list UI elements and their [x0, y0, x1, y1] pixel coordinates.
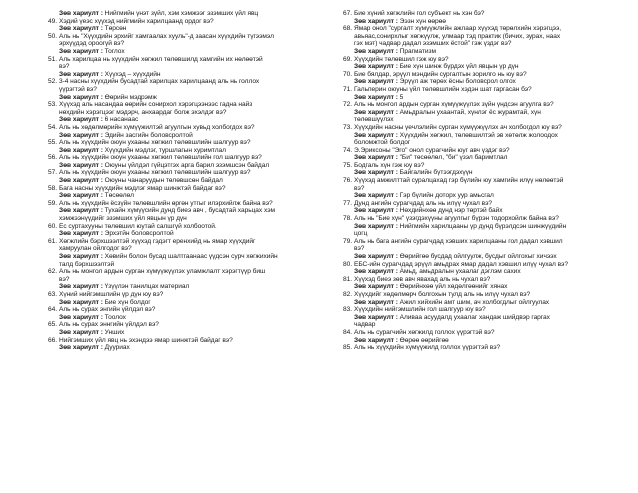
answer-text: Өөрийн мэдрэмж	[104, 93, 157, 101]
answer-label: Зөв хариулт :	[354, 108, 398, 116]
answer-line	[48, 344, 320, 352]
question-line	[48, 154, 320, 162]
question-number: 64.	[48, 306, 58, 314]
answer-text: Эдийн засгийн боловсролтой	[104, 131, 193, 139]
answer-label: Зөв хариулт :	[354, 131, 398, 139]
question-text: Аль нь хүүхдийн оюун ухааны хөгжил төлөвшлийн шалгуур вэ?	[59, 169, 251, 177]
answer-label: Зөв хариулт :	[59, 177, 103, 185]
answer-label: Зөв хариулт :	[354, 298, 398, 306]
question-line	[343, 306, 615, 314]
question-number: 52.	[48, 78, 58, 86]
question-number: 70.	[343, 70, 353, 78]
question-number: 76.	[343, 177, 353, 185]
question-text: Бодгаль хүн гэж юу вэ?	[354, 161, 425, 169]
answer-text: Аливаа асуудалд ухаалаг хандаж шийдвэр гаргах	[399, 313, 550, 321]
question-number: 61.	[48, 237, 58, 245]
question-line	[48, 185, 320, 193]
question-line	[48, 101, 320, 109]
question-line	[48, 18, 320, 26]
question-text: Хүүхэд амжилттай суралцахад гэр бүлийн юу хамгийн илүү нөлөөтэй	[354, 177, 564, 185]
continuation-line: цогц	[354, 230, 368, 238]
question-number: 54.	[48, 123, 58, 131]
question-line	[343, 200, 615, 208]
question-line	[343, 124, 615, 132]
answer-label: Зөв хариулт :	[354, 207, 398, 215]
answer-label: Зөв хариулт :	[59, 10, 103, 17]
answer-label: Зөв хариулт :	[59, 313, 103, 321]
question-number: 65.	[48, 321, 58, 329]
answer-label: Зөв хариулт :	[354, 93, 398, 101]
answer-line	[343, 132, 615, 140]
question-line	[48, 139, 320, 147]
question-text: Хүүхэд аль насандаа өөрийн сонирхол хэрэгцээнээс гадна найз	[59, 101, 253, 109]
answer-text: Унших	[104, 328, 125, 336]
question-line	[343, 162, 615, 170]
answer-line	[343, 299, 615, 307]
continuation-line: вэ?	[59, 275, 70, 283]
question-text: Аль нь хүүхдийн оюун ухааны хөгжил төлөвшлийн гол шалгуур вэ?	[59, 154, 262, 162]
answer-line	[48, 94, 320, 102]
continuation-line: боломжтой болдог	[354, 139, 411, 147]
answer-label: Зөв хариулт :	[59, 146, 103, 154]
answer-label: Зөв хариулт :	[354, 222, 398, 230]
question-text: Аль нь бага ангийн сурагчдад хэвших харилцааны гол дадал хэвшил	[354, 237, 563, 245]
question-text: Аль нь "Бие хүн" үзэгдэхүүны агуулгыг бүрэн тодорхойлж байна вэ?	[354, 215, 559, 223]
answer-text: Өөрийгөө бусдад ойлгуулж, бусдыг ойлгохыг хичээх	[399, 253, 557, 260]
answer-text: Үзүүлэн танилцах материал	[104, 283, 190, 291]
answer-text: Эрүүл аж төрөх ёсны боловсрол олгох	[399, 78, 516, 86]
question-text: Бие бялдар, эрүүл мэндийн сургалтын зорилго нь юу вэ?	[354, 70, 527, 78]
question-text: Бага насны хүүхдийн мэдлэг ямар шинжтэй байдаг вэ?	[59, 184, 226, 192]
question-line	[343, 10, 615, 18]
question-text: Нийгэмших үйл явц нь эхэндээ ямар шинжтэй байдаг вэ?	[59, 336, 233, 344]
question-text: Хүүхдийн насны үечлэлийн сурган хүмүүжүүлэх ач холбогдол юу вэ?	[354, 123, 562, 131]
question-text: Хүүхдийг хөдөлмөрч болгохын тулд аль нь илүү чухал вэ?	[354, 290, 531, 298]
answer-text: Төсөөлөл	[104, 192, 134, 200]
question-number: 68.	[343, 25, 353, 33]
answer-text: Байгалийн бүтээгдэхүүн	[399, 169, 473, 177]
question-line	[343, 25, 615, 33]
question-line	[343, 177, 615, 185]
question-number: 71.	[343, 85, 353, 93]
question-text: Аль нь монгол ардын сурган хүмүүжүүлэх зүйн үндсэн агуулга вэ?	[354, 101, 554, 109]
answer-label: Зөв хариулт :	[354, 336, 398, 344]
answer-label: Зөв хариулт :	[354, 192, 398, 200]
answer-line	[48, 10, 320, 18]
continuation-line: үүрэгтэй вэ?	[59, 85, 97, 93]
answer-text: Хүүхдийн хөгжил, төлөвшилтэй эв хөтөлж жолоодох	[399, 131, 558, 139]
question-text: 3-4 насны хүүхдийн бусадтай харилцах харилцаанд аль нь голлох	[59, 78, 260, 86]
question-line	[48, 291, 320, 299]
question-line	[48, 223, 320, 231]
question-number: 66.	[48, 336, 58, 344]
question-text: Хэдий үеэс хүүхэд нийгмийн харилцаанд ордог вэ?	[59, 17, 214, 25]
answer-text: Оюуны чанаруудын төлөвшсөн байдал	[104, 177, 223, 185]
answer-label: Зөв хариулт :	[59, 116, 103, 124]
answer-line	[48, 48, 320, 56]
question-number: 63.	[48, 290, 58, 298]
answer-line	[343, 18, 615, 26]
answer-label: Зөв хариулт :	[354, 253, 398, 260]
question-text: Ёс суртахууны төлөвшил юутай салшгүй холбоотой.	[59, 222, 217, 230]
answer-line	[48, 329, 320, 337]
answer-line	[343, 63, 615, 71]
answer-line	[48, 314, 320, 322]
answer-text: Ээзн хүн өөрөө	[399, 17, 446, 25]
question-line	[48, 200, 320, 208]
continuation-line: талд бэрхшээлтэй	[59, 260, 115, 268]
question-number: 80.	[343, 260, 353, 268]
answer-text: Төрсөн	[104, 25, 127, 33]
right-column	[343, 10, 615, 352]
answer-text: Амьдралын ухаантай, хүнлэг ёс журамтай, хүн	[399, 108, 541, 116]
continuation-line: гэх мэт) чадвар дадал эзэмших ёстой" гэж үздэг вэ?	[354, 40, 512, 48]
question-line	[48, 337, 320, 345]
answer-line	[48, 132, 320, 140]
answer-line	[48, 207, 320, 215]
answer-text: Нөхдийнхөө дунд нэр төртэй байх	[399, 207, 503, 215]
question-number: 75.	[343, 161, 353, 169]
answer-line	[343, 192, 615, 200]
answer-label: Зөв хариулт :	[354, 47, 398, 55]
answer-text: Бие хүн шинж бүрдэх үйл явцын үр дүн	[399, 63, 519, 71]
answer-label: Зөв хариулт :	[59, 25, 103, 33]
continuation-line: төлөвшүүлэх	[354, 116, 394, 124]
answer-line	[343, 109, 615, 117]
answer-line	[343, 207, 615, 215]
answer-text: Өөрийнхөө үйл хөдөлгөөнийг хянах	[399, 283, 508, 291]
continuation-line: вэ?	[59, 63, 70, 71]
question-number: 49.	[48, 17, 58, 25]
answer-line	[48, 162, 320, 170]
question-number: 81.	[343, 275, 353, 283]
answer-label: Зөв хариулт :	[59, 230, 103, 238]
question-line	[343, 56, 615, 64]
question-text: Аль нь монгол ардын сурган хүмүүжүүлэх уламжлалт хэрэгтүүр биш	[59, 268, 266, 276]
question-number: 79.	[343, 237, 353, 245]
answer-text: Хүүхдийн мэдлэг, туршлагын хуримтлал	[104, 146, 226, 154]
answer-line	[48, 147, 320, 155]
answer-text: Тоглох	[104, 47, 125, 55]
question-line	[48, 56, 320, 64]
question-line	[48, 78, 320, 86]
question-text: Гальперин оюуны үйл төлөвшлийн хэдэн шат гаргасан бэ?	[354, 85, 532, 93]
question-text: Хүүхдийн төлөвшил гэж юу вэ?	[354, 55, 449, 63]
answer-line	[343, 223, 615, 231]
answer-label: Зөв хариулт :	[59, 131, 103, 139]
question-number: 83.	[343, 306, 353, 314]
question-number: 57.	[48, 169, 58, 177]
answer-text: Хөвийн болон бусад шалтгаанаас үүдсэн сурч хөгжихийн	[104, 253, 278, 260]
answer-text: Гэр бүлийн доторх уур амьсгал	[399, 192, 494, 200]
question-number: 85.	[343, 344, 353, 352]
answer-text: Прагматизм	[399, 47, 436, 55]
question-text: Хөгжлийн бэрхшээлтэй хүүхэд гэдэгт еренхийд нь ямар хүүхдийг	[59, 237, 256, 245]
answer-line	[343, 268, 615, 276]
answer-label: Зөв хариулт :	[59, 344, 103, 352]
answer-line	[48, 299, 320, 307]
answer-label: Зөв хариулт :	[59, 253, 103, 260]
answer-label: Зөв хариулт :	[59, 70, 103, 78]
question-line	[48, 169, 320, 177]
continuation-line: вэ?	[354, 184, 365, 192]
question-text: Аль нь "Хүүхдийн эрхийг хамгаалах хууль"-д заасан хүүхдийн түгээмэл	[59, 32, 274, 40]
answer-label: Зөв хариулт :	[354, 313, 398, 321]
answer-text: Бие хүн болдог	[104, 298, 151, 306]
answer-label: Зөв хариулт :	[354, 63, 398, 71]
answer-label: Зөв хариулт :	[354, 78, 398, 86]
question-line	[48, 268, 320, 276]
question-line	[48, 306, 320, 314]
question-number: 51.	[48, 55, 58, 63]
question-number: 62.	[48, 268, 58, 276]
question-line	[48, 321, 320, 329]
question-line	[343, 276, 615, 284]
continuation-line: хамруулан ойлгодог вэ?	[59, 245, 132, 253]
answer-line	[48, 230, 320, 238]
answer-line	[48, 116, 320, 124]
answer-label: Зөв хариулт :	[59, 47, 103, 55]
continuation-line: нөхдийн хэрэгцээг мэдэрч, анхаардаг болж эхэлдэг вэ?	[59, 108, 227, 116]
question-line	[343, 101, 615, 109]
answer-text: Нийгмийн харилцааны үр дүнд бүрэлдсэн шинжүүдийн	[399, 222, 567, 230]
question-number: 77.	[343, 199, 353, 207]
question-line	[48, 124, 320, 132]
question-number: 53.	[48, 101, 58, 109]
answer-line	[343, 169, 615, 177]
answer-text: Тоолох	[104, 313, 126, 321]
question-number: 60.	[48, 222, 58, 230]
question-line	[343, 329, 615, 337]
answer-line	[48, 25, 320, 33]
question-line	[343, 147, 615, 155]
question-number: 56.	[48, 154, 58, 162]
answer-label: Зөв хариулт :	[354, 17, 398, 25]
question-text: Э.Эриксоны "Эго" онол сурагчийн юуг авч үздэг вэ?	[354, 146, 510, 154]
question-text: Ямар онол "сургалт хүмүүжлийн ажлаар хүүхэд төрөлхийн хэрэгцээ,	[354, 25, 562, 33]
answer-text: Тухайн хүмүүсийн дунд биеэ авч , бусадтай харьцах хэм	[104, 207, 275, 215]
question-text: Аль нь хүүхдийн оюун ухааны хөгжил төлөвшлийн шалгуур вэ?	[59, 139, 251, 147]
continuation-line: авьяас,сонирхлыг хөгжүүлж, улмаар тэд практик (бичих, зурах, наах	[354, 32, 561, 40]
answer-label: Зөв хариулт :	[354, 154, 398, 162]
continuation-line: чадвар	[354, 321, 376, 329]
question-text: Аль харилцаа нь хүүхдийн хөгжил төлөвшилд хамгийн их нөлөөтэй	[59, 55, 263, 63]
question-line	[343, 291, 615, 299]
question-text: Аль нь хөдөлмөрийн хүмүүжилтэй агуулгын хувьд холбогдох вэ?	[59, 123, 255, 131]
answer-line	[48, 192, 320, 200]
question-text: Хүүхдийн нийгэмшлийн гол шалгуур юу вэ?	[354, 306, 486, 314]
continuation-line: эрхүүдэд ороогүй вэ?	[59, 40, 125, 48]
answer-text: "Би" төсөөлөл, "би" үзэл баримтлал	[399, 154, 508, 162]
question-line	[48, 33, 320, 41]
answer-text: Нийгмийн үнэт зүйл, хэм хэмжээг эзэмших үйл явц	[104, 10, 259, 17]
continuation-line: хэмжээнүүдийг эзэмших үйл явцын үр дүн	[59, 215, 187, 223]
answer-text: Эрхэтйн боловсролтой	[104, 230, 174, 238]
question-line	[343, 344, 615, 352]
continuation-line: вэ?	[354, 245, 365, 253]
question-number: 74.	[343, 146, 353, 154]
question-text: Аль нь хүүхдийн ёсзүйн төлөвшлийн өргөн утгыг илэрхийлж байна вэ?	[59, 199, 273, 207]
answer-line	[343, 154, 615, 162]
answer-label: Зөв хариулт :	[59, 328, 103, 336]
question-text: Хүний нийгэмшлийн үр дүн юу вэ?	[59, 290, 164, 298]
question-number: 78.	[343, 215, 353, 223]
question-number: 72.	[343, 101, 353, 109]
answer-line	[343, 283, 615, 291]
question-number: 67.	[343, 10, 353, 17]
question-number: 50.	[48, 32, 58, 40]
answer-text: 6 насанаас	[104, 116, 139, 124]
question-number: 82.	[343, 290, 353, 298]
question-number: 55.	[48, 139, 58, 147]
answer-text: Ажил хийхийн амт шим, ач холбогдлыг ойлгуулах	[399, 298, 550, 306]
answer-text: Амьд, амьдралын ухаалаг дэглэм сахих	[399, 268, 521, 276]
answer-label: Зөв хариулт :	[59, 298, 103, 306]
answer-text: Дууриах	[104, 344, 130, 352]
question-number: 58.	[48, 184, 58, 192]
answer-label: Зөв хариулт :	[59, 207, 103, 215]
question-number: 69.	[343, 55, 353, 63]
answer-text: Оюуны үйлдэл гүйцэтгэх арга барил эзэмшсэн байдал	[104, 161, 270, 169]
question-text: Аль нь сурах эннгийн үйлдэл вэ?	[59, 321, 159, 329]
answer-line	[48, 283, 320, 291]
question-text: Аль нь хүүхдийн хүмүүжилд голлох үүрэгтэй вэ?	[354, 344, 501, 352]
question-text: Аль нь сурах энгийн үйлдэл вэ?	[59, 306, 156, 314]
answer-label: Зөв хариулт :	[59, 161, 103, 169]
left-column	[48, 10, 320, 352]
question-text: Хүүхэд биеэ зөв авч явахад аль нь чухал вэ?	[354, 275, 491, 283]
question-text: ЕБС-ийн сурагчдад эрүүл амьдрах ямар дадал хэвшил илүү чухал вэ?	[354, 260, 568, 268]
answer-line	[48, 253, 320, 261]
question-text: Аль нь сурагчийн хөгжилд голлох үүрэгтэй вэ?	[354, 328, 495, 336]
question-line	[343, 261, 615, 269]
answer-text: Хүүхэд – хүүхдийн	[104, 70, 161, 78]
answer-line	[48, 71, 320, 79]
answer-label: Зөв хариулт :	[354, 268, 398, 276]
answer-label: Зөв хариулт :	[59, 93, 103, 101]
answer-label: Зөв хариулт :	[354, 169, 398, 177]
question-text: Бие хүний хөгжлийн гол субъект нь хэн бэ?	[354, 10, 485, 17]
question-text: Дунд ангийн сурагчдад аль нь илүү чухал вэ?	[354, 199, 493, 207]
question-number: 84.	[343, 328, 353, 336]
question-line	[343, 71, 615, 79]
question-number: 73.	[343, 123, 353, 131]
answer-label: Зөв хариулт :	[59, 283, 103, 291]
question-line	[343, 215, 615, 223]
answer-label: Зөв хариулт :	[354, 283, 398, 291]
question-line	[343, 86, 615, 94]
answer-line	[343, 337, 615, 345]
answer-line	[343, 314, 615, 322]
answer-text: 5	[399, 93, 404, 101]
answer-line	[48, 177, 320, 185]
answer-label: Зөв хариулт :	[59, 192, 103, 200]
answer-text: Өөрөө өөрийгөө	[399, 336, 449, 344]
question-line	[48, 238, 320, 246]
question-number: 59.	[48, 199, 58, 207]
answer-line	[343, 253, 615, 261]
answer-line	[343, 48, 615, 56]
answer-line	[343, 94, 615, 102]
question-line	[343, 238, 615, 246]
answer-line	[343, 78, 615, 86]
